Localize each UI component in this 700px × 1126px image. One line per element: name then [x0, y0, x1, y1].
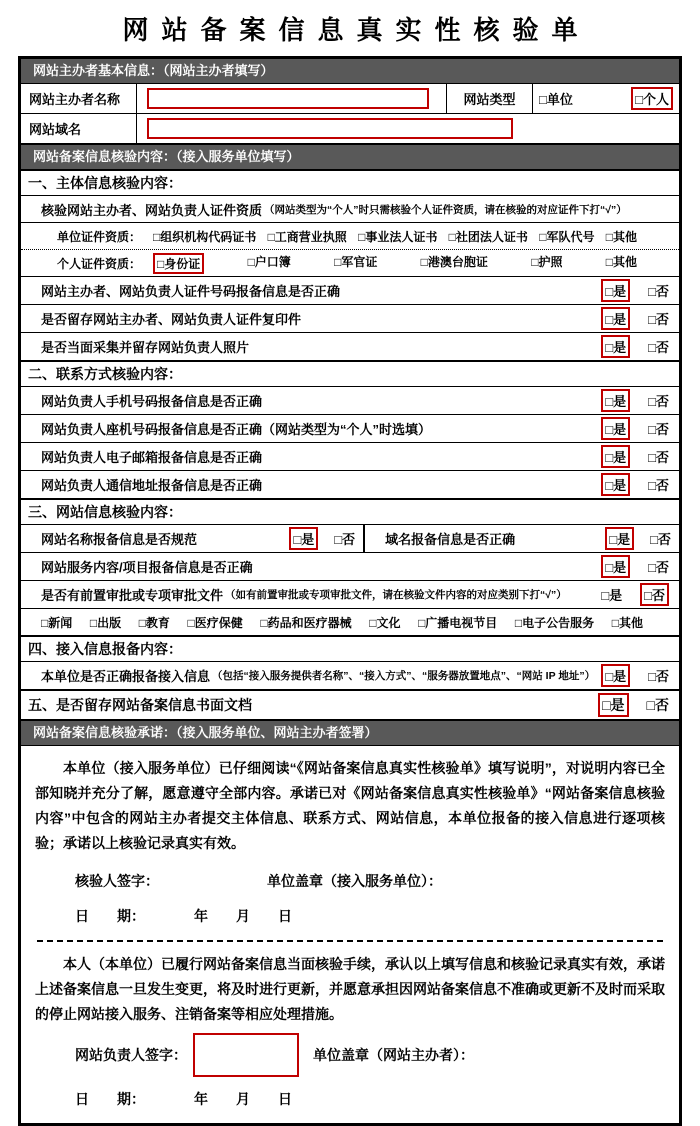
promise-block — [21, 745, 679, 1123]
question-mobile-row — [21, 386, 679, 414]
isp-stamp-label: 单位盖章（接入服务单位）： — [267, 873, 442, 889]
question-access-note: （包括“接入服务提供者名称”、“接入方式”、“服务器放置地点”、“网站 IP 地址”） — [212, 670, 596, 682]
verification-form — [18, 56, 682, 1126]
checkbox-category-healthcare[interactable]: □医疗保健 — [187, 615, 243, 630]
personal-credentials-row — [21, 249, 679, 276]
checkbox-hk-macao-taiwan-cert[interactable]: □港澳台胞证 — [420, 254, 488, 269]
responsible-signature-row — [75, 1033, 665, 1077]
responsible-signature-label: 网站负责人签字： — [75, 1047, 187, 1063]
question-approval-note: （如有前置审批或专项审批文件，请在核验文件内容的对应类别下打“√”） — [225, 589, 567, 601]
checkbox-category-news[interactable]: □新闻 — [41, 615, 73, 630]
section-promise-header: 网站备案信息核验承诺：（接入服务单位、网站主办者签署） — [21, 719, 679, 745]
checkbox-military-officer-cert[interactable]: □军官证 — [334, 254, 378, 269]
sponsor-name-label: 网站主办者名称 — [29, 92, 121, 107]
checkbox-household-register[interactable]: □户口簿 — [247, 254, 291, 269]
question-cert-copy-row — [21, 304, 679, 332]
question-photo-row — [21, 332, 679, 360]
question-sitename-cell — [21, 525, 365, 552]
checkbox-category-ebbs[interactable]: □电子公告服务 — [514, 615, 595, 630]
question-label: 是否留存网站主办者、网站负责人证件复印件 — [41, 312, 302, 327]
checkbox-yes[interactable]: □是 — [601, 445, 630, 468]
responsible-signature-box[interactable] — [193, 1033, 299, 1077]
checkbox-yes[interactable]: □是 — [601, 389, 630, 412]
page-title: 网站备案信息真实性核验单 — [122, 15, 591, 45]
checkbox-yes[interactable]: □是 — [601, 588, 623, 603]
verifier-signature-row — [75, 868, 665, 894]
checkbox-id-card[interactable]: □身份证 — [153, 253, 204, 274]
verifier-signature-label: 核验人签字： — [75, 873, 159, 889]
section-3-title: 三、网站信息核验内容： — [21, 498, 679, 524]
credential-note-row — [21, 195, 679, 222]
checkbox-category-education[interactable]: □教育 — [138, 615, 170, 630]
checkbox-yes[interactable]: □是 — [601, 335, 630, 358]
personal-credentials-label: 个人证件资质： — [57, 256, 142, 271]
question-label: 网站负责人通信地址报备信息是否正确 — [41, 478, 263, 493]
question-label: 网站负责人座机号码报备信息是否正确（网站类型为“个人”时选填） — [41, 422, 432, 437]
unit-credentials-row — [21, 222, 679, 249]
checkbox-no[interactable]: □否 — [648, 284, 669, 299]
site-domain-cell — [136, 114, 679, 143]
checkbox-no[interactable]: □否 — [648, 450, 669, 465]
date-line-sponsor: 日 期： 年 月 日 — [75, 1091, 292, 1107]
question-email-row — [21, 442, 679, 470]
checkbox-no[interactable]: □否 — [648, 478, 669, 493]
checkbox-no[interactable]: □否 — [646, 697, 669, 713]
checkbox-no[interactable]: □否 — [648, 560, 669, 575]
approval-categories-row — [21, 608, 679, 635]
checkbox-yes[interactable]: □是 — [601, 307, 630, 330]
checkbox-site-type-personal[interactable]: □个人 — [631, 87, 673, 110]
checkbox-no[interactable]: □否 — [334, 532, 356, 547]
checkbox-yes[interactable]: □是 — [601, 555, 630, 578]
checkbox-institution-legal-cert[interactable]: □事业法人证书 — [358, 229, 438, 244]
site-domain-label: 网站域名 — [29, 122, 82, 137]
question-label: 五、是否留存网站备案信息书面文档 — [28, 697, 252, 713]
checkbox-personal-other[interactable]: □其他 — [605, 254, 637, 269]
checkbox-no[interactable]: □否 — [648, 340, 669, 355]
checkbox-category-drugs-devices[interactable]: □药品和医疗器械 — [260, 615, 352, 630]
credential-note-sub: （网站类型为“个人”时只需核验个人证件资质，请在核验的对应证件下打“√”） — [264, 203, 627, 216]
site-type-label: 网站类型 — [446, 84, 532, 113]
question-sitename-domain-row — [21, 524, 679, 552]
checkbox-military-code[interactable]: □军队代号 — [539, 229, 595, 244]
checkbox-no[interactable]: □否 — [640, 583, 669, 606]
question-label: 网站服务内容/项目报备信息是否正确 — [41, 560, 253, 575]
checkbox-no[interactable]: □否 — [648, 669, 669, 684]
checkbox-org-code-certificate[interactable]: □组织机构代码证书 — [153, 229, 257, 244]
site-domain-row — [21, 113, 679, 143]
checkbox-category-broadcast[interactable]: □广播电视节目 — [418, 615, 498, 630]
section-verify-header: 网站备案信息核验内容：（接入服务单位填写） — [21, 143, 679, 169]
promise-paragraph-isp: 本单位（接入服务单位）已仔细阅读“《网站备案信息真实性核验单》填写说明”，对说明内容已全部知晓并充分了解，愿意遵守全部内容。承诺已对《网站备案信息真实性核验单》“网站备案信息核验内容”中包含的网站主办者提交主体信息、联系方式、网站信息，本单位报备的接入信息进行逐项核验；承诺以上核验记录真实有效。 — [35, 760, 665, 851]
question-label: 本单位是否正确报备接入信息 — [41, 669, 211, 684]
checkbox-passport[interactable]: □护照 — [531, 254, 563, 269]
question-label: 是否当面采集并留存网站负责人照片 — [41, 340, 250, 355]
checkbox-association-legal-cert[interactable]: □社团法人证书 — [448, 229, 528, 244]
checkbox-yes[interactable]: □是 — [598, 693, 628, 717]
credential-note-main: 核验网站主办者、网站负责人证件资质 — [41, 202, 263, 218]
checkbox-no[interactable]: □否 — [650, 532, 671, 547]
checkbox-unit-other[interactable]: □其他 — [605, 229, 637, 244]
dashed-divider — [37, 940, 663, 942]
question-approval-row — [21, 580, 679, 608]
checkbox-business-license[interactable]: □工商营业执照 — [267, 229, 347, 244]
checkbox-no[interactable]: □否 — [648, 394, 669, 409]
section-basic-info-header: 网站主办者基本信息：（网站主办者填写） — [21, 59, 679, 83]
question-label: 域名报备信息是否正确 — [385, 532, 516, 547]
question-cert-number-row — [21, 276, 679, 304]
checkbox-yes[interactable]: □是 — [289, 527, 318, 550]
section-2-title: 二、联系方式核验内容： — [21, 360, 679, 386]
promise-paragraph-sponsor: 本人（本单位）已履行网站备案信息当面核验手续，承认以上填写信息和核验记录真实有效，承诺上述备案信息一旦发生变更，将及时进行更新，并愿意承担因网站备案信息不准确或更新不及时而采取的停止网站接入服务、注销备案等相应处理措施。 — [35, 956, 665, 1022]
question-label: 是否有前置审批或专项审批文件 — [41, 588, 224, 603]
checkbox-yes[interactable]: □是 — [601, 473, 630, 496]
question-address-row — [21, 470, 679, 498]
checkbox-no[interactable]: □否 — [648, 312, 669, 327]
section-4-title: 四、接入信息报备内容： — [21, 635, 679, 661]
section-1-title: 一、主体信息核验内容： — [21, 169, 679, 195]
unit-credentials-label: 单位证件资质： — [57, 229, 142, 244]
question-label: 网站主办者、网站负责人证件号码报备信息是否正确 — [41, 284, 341, 299]
site-type-options — [532, 84, 679, 113]
sponsor-name-input[interactable] — [147, 88, 429, 109]
checkbox-yes[interactable]: □是 — [605, 527, 634, 550]
checkbox-category-culture[interactable]: □文化 — [369, 615, 401, 630]
question-label: 网站负责人电子邮箱报备信息是否正确 — [41, 450, 263, 465]
question-landline-row — [21, 414, 679, 442]
sponsor-name-cell — [136, 84, 446, 113]
question-label: 网站负责人手机号码报备信息是否正确 — [41, 394, 263, 409]
checkbox-category-other[interactable]: □其他 — [611, 615, 643, 630]
site-domain-input[interactable] — [147, 118, 513, 139]
checkbox-yes[interactable]: □是 — [601, 279, 630, 302]
sponsor-name-row — [21, 83, 679, 113]
checkbox-category-publishing[interactable]: □出版 — [89, 615, 122, 630]
section-5-row — [21, 689, 679, 719]
question-domain-cell — [365, 525, 679, 552]
checkbox-no[interactable]: □否 — [648, 422, 669, 437]
question-label: 网站名称报备信息是否规范 — [41, 532, 198, 547]
date-line-isp: 日 期： 年 月 日 — [75, 908, 292, 924]
checkbox-site-type-unit[interactable]: □单位 — [539, 92, 573, 107]
question-access-info-row — [21, 661, 679, 689]
question-service-content-row — [21, 552, 679, 580]
checkbox-yes[interactable]: □是 — [601, 664, 630, 687]
checkbox-yes[interactable]: □是 — [601, 417, 630, 440]
sponsor-stamp-label: 单位盖章（网站主办者）： — [313, 1047, 474, 1063]
